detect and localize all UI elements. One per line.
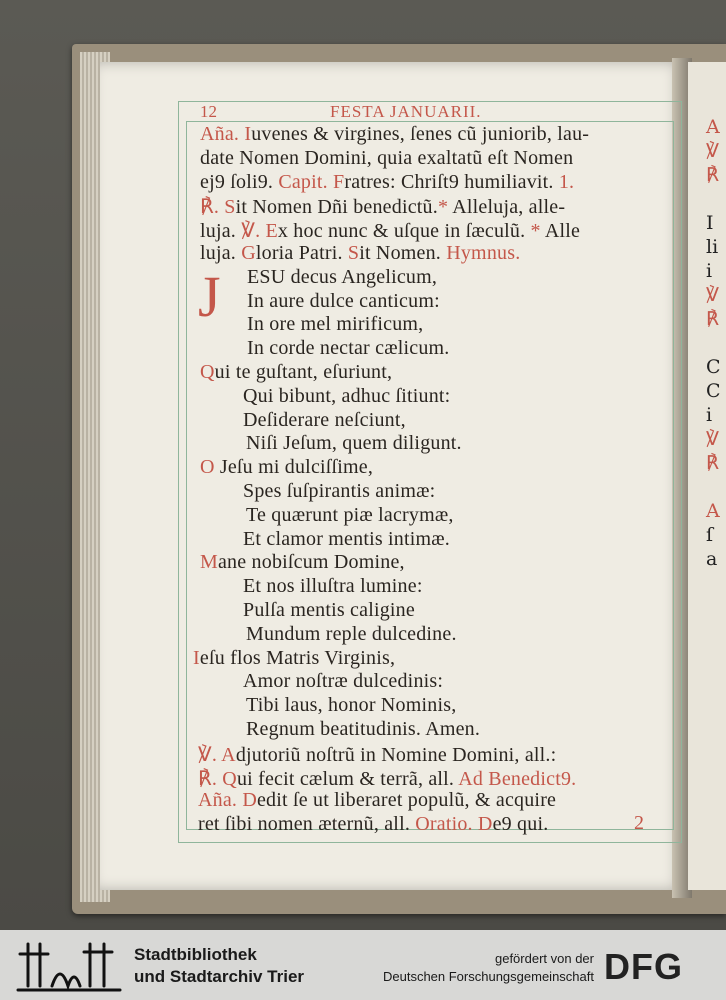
facing-page-fragment: ℟	[706, 164, 719, 186]
text-line	[200, 242, 520, 265]
text-line	[247, 337, 450, 360]
body-text: Amor noſtræ dulcedinis:	[243, 670, 444, 693]
body-text: Alle	[540, 220, 581, 243]
body-text: it Nomen.	[359, 242, 447, 264]
dfg-logo: DFG	[604, 946, 683, 987]
body-text: it Nomen Dñi benedictũ.	[235, 196, 438, 219]
body-text: Et clamor mentis intimæ.	[243, 527, 450, 550]
body-text: djutoriũ noſtrũ in Nomine Domini, all.:	[235, 743, 557, 766]
rubric-text: Ad Benedict9.	[458, 767, 577, 790]
facing-page-fragment: li	[706, 236, 719, 258]
rubric-text: O	[200, 456, 215, 479]
text-line	[246, 718, 480, 741]
text-line	[243, 480, 435, 503]
body-text: In aure dulce canticum:	[247, 289, 440, 312]
text-line	[247, 266, 437, 289]
facing-page-fragment: A	[706, 500, 720, 522]
text-line	[246, 623, 457, 646]
text-line	[200, 194, 565, 219]
rubric-text: ℣. E	[241, 220, 278, 243]
body-text: Mundum reple dulcedine.	[246, 622, 457, 645]
funding-note	[383, 950, 594, 986]
facing-page-fragment: ſ	[706, 524, 714, 546]
text-line	[243, 670, 443, 693]
text-line	[247, 290, 440, 313]
facing-page-fragment: A	[706, 116, 720, 138]
facing-page-fragment: ℣	[706, 284, 719, 306]
facing-page-fragment: ℟	[706, 308, 719, 330]
body-text: Deſiderare neſciunt,	[243, 408, 406, 431]
facing-page-fragment	[706, 475, 721, 499]
body-text: ane nobiſcum Domine,	[217, 551, 405, 574]
rubric-text: *	[530, 220, 541, 243]
body-text: In ore mel mirificum,	[247, 313, 424, 336]
rubric-text: Hymnus.	[446, 242, 521, 264]
text-line	[200, 456, 373, 479]
text-line	[243, 599, 415, 622]
body-text: Jeſu mi dulciſſime,	[214, 456, 374, 479]
text-line	[200, 147, 573, 170]
running-title: FESTA JANUARII.	[330, 102, 482, 121]
text-line	[200, 361, 392, 384]
body-text: Spes ſuſpirantis animæ:	[243, 480, 436, 502]
body-text: ui fecit cælum & terrã, all.	[236, 767, 459, 790]
rubric-text: G	[241, 242, 256, 264]
text-line	[243, 409, 406, 432]
facing-page-fragment	[706, 331, 721, 355]
text-line	[243, 528, 450, 551]
body-text: eſu flos Matris Virginis,	[199, 646, 396, 669]
text-line	[200, 218, 580, 243]
body-text: ui te guſtant, eſuriunt,	[214, 361, 393, 383]
facing-page-fragment: i	[706, 404, 713, 426]
text-line	[198, 766, 576, 791]
body-text: Qui bibunt, adhuc ſitiunt:	[243, 384, 451, 407]
rubric-text: Aña. I	[200, 123, 252, 145]
body-text: Niſi Jeſum, quem diligunt.	[246, 432, 462, 455]
body-text: ret ſibi nomen æternũ, all.	[198, 813, 416, 836]
text-line	[243, 385, 450, 408]
text-line	[246, 504, 454, 527]
funding-line2: Deutschen Forschungsgemeinschaft	[382, 969, 594, 984]
body-text: Pulſa mentis caligine	[243, 599, 415, 621]
facing-page-fragment: i	[706, 260, 713, 282]
rubric-text: Aña. D	[198, 789, 257, 812]
body-text: Regnum beatitudinis. Amen.	[246, 718, 481, 740]
rubric-text: Q	[200, 361, 215, 383]
facing-page-fragment: ℣	[706, 140, 719, 162]
text-line	[193, 647, 395, 670]
text-line	[198, 742, 556, 767]
text-line	[200, 123, 589, 146]
body-text: uvenes & virgines, ſenes cũ juniorib, lau-	[251, 123, 590, 145]
page-number: 12	[200, 102, 217, 121]
funding-line1: gefördert von der	[494, 951, 594, 966]
rubric-text: *	[437, 196, 449, 219]
library-name-line2: und Stadtarchiv Trier	[134, 967, 305, 986]
body-text: In corde nectar cælicum.	[247, 337, 450, 360]
facing-page-fragment: a	[706, 548, 718, 570]
body-text: ESU decus Angelicum,	[247, 265, 438, 288]
text-line	[243, 575, 423, 598]
body-text: x hoc nunc & uſque in ſæculũ.	[277, 220, 531, 243]
text-line	[198, 789, 556, 812]
body-text: e9 qui.	[492, 813, 549, 836]
body-text: Et nos illuſtra lumine:	[243, 575, 423, 598]
rubric-text: 1.	[558, 170, 575, 193]
text-line	[198, 813, 548, 836]
facing-page-fragment	[706, 187, 721, 211]
body-text: edit ſe ut liberaret populũ, & acquire	[256, 789, 557, 812]
catchword: 2	[634, 812, 644, 834]
facing-page-fragment: I	[706, 212, 714, 234]
rubric-text: M	[200, 551, 218, 574]
facing-page-fragment: ℣	[706, 428, 719, 450]
text-line	[246, 694, 456, 717]
rubric-text: S	[347, 242, 360, 264]
facing-page-fragment: ℟	[706, 452, 719, 474]
body-text: Te quærunt piæ lacrymæ,	[246, 503, 454, 526]
body-text: luja.	[200, 242, 242, 264]
rubric-text: Oratio. D	[415, 813, 493, 836]
library-logo-icon	[14, 938, 126, 994]
facing-page-fragment: C	[706, 380, 721, 402]
facing-page-text	[706, 115, 721, 571]
rubric-text: Capit. F	[278, 170, 345, 193]
body-text: ej9 ſoli9.	[200, 170, 279, 193]
rubric-text: I	[193, 646, 200, 669]
rubric-text: ℣. A	[198, 743, 236, 766]
text-line	[200, 171, 574, 194]
text-line	[200, 551, 405, 574]
text-line	[247, 313, 423, 336]
body-text: ratres: Chriſt9 humiliavit.	[344, 170, 559, 193]
body-text: loria Patri.	[255, 242, 348, 264]
body-text: Tibi laus, honor Nominis,	[246, 694, 457, 717]
facing-page-fragment: C	[706, 356, 721, 378]
body-text: Alleluja, alle-	[448, 196, 566, 219]
body-text: date Nomen Domini, quia exaltatũ eſt Nomen	[200, 146, 574, 169]
rubric-text: ℟. Q	[198, 767, 237, 790]
library-name	[134, 944, 304, 988]
text-line	[246, 432, 462, 455]
body-text: luja.	[200, 220, 242, 243]
rubric-text: ℟. S	[200, 196, 236, 219]
library-name-line1: Stadtbibliothek	[134, 945, 257, 964]
drop-cap: J	[198, 264, 221, 329]
